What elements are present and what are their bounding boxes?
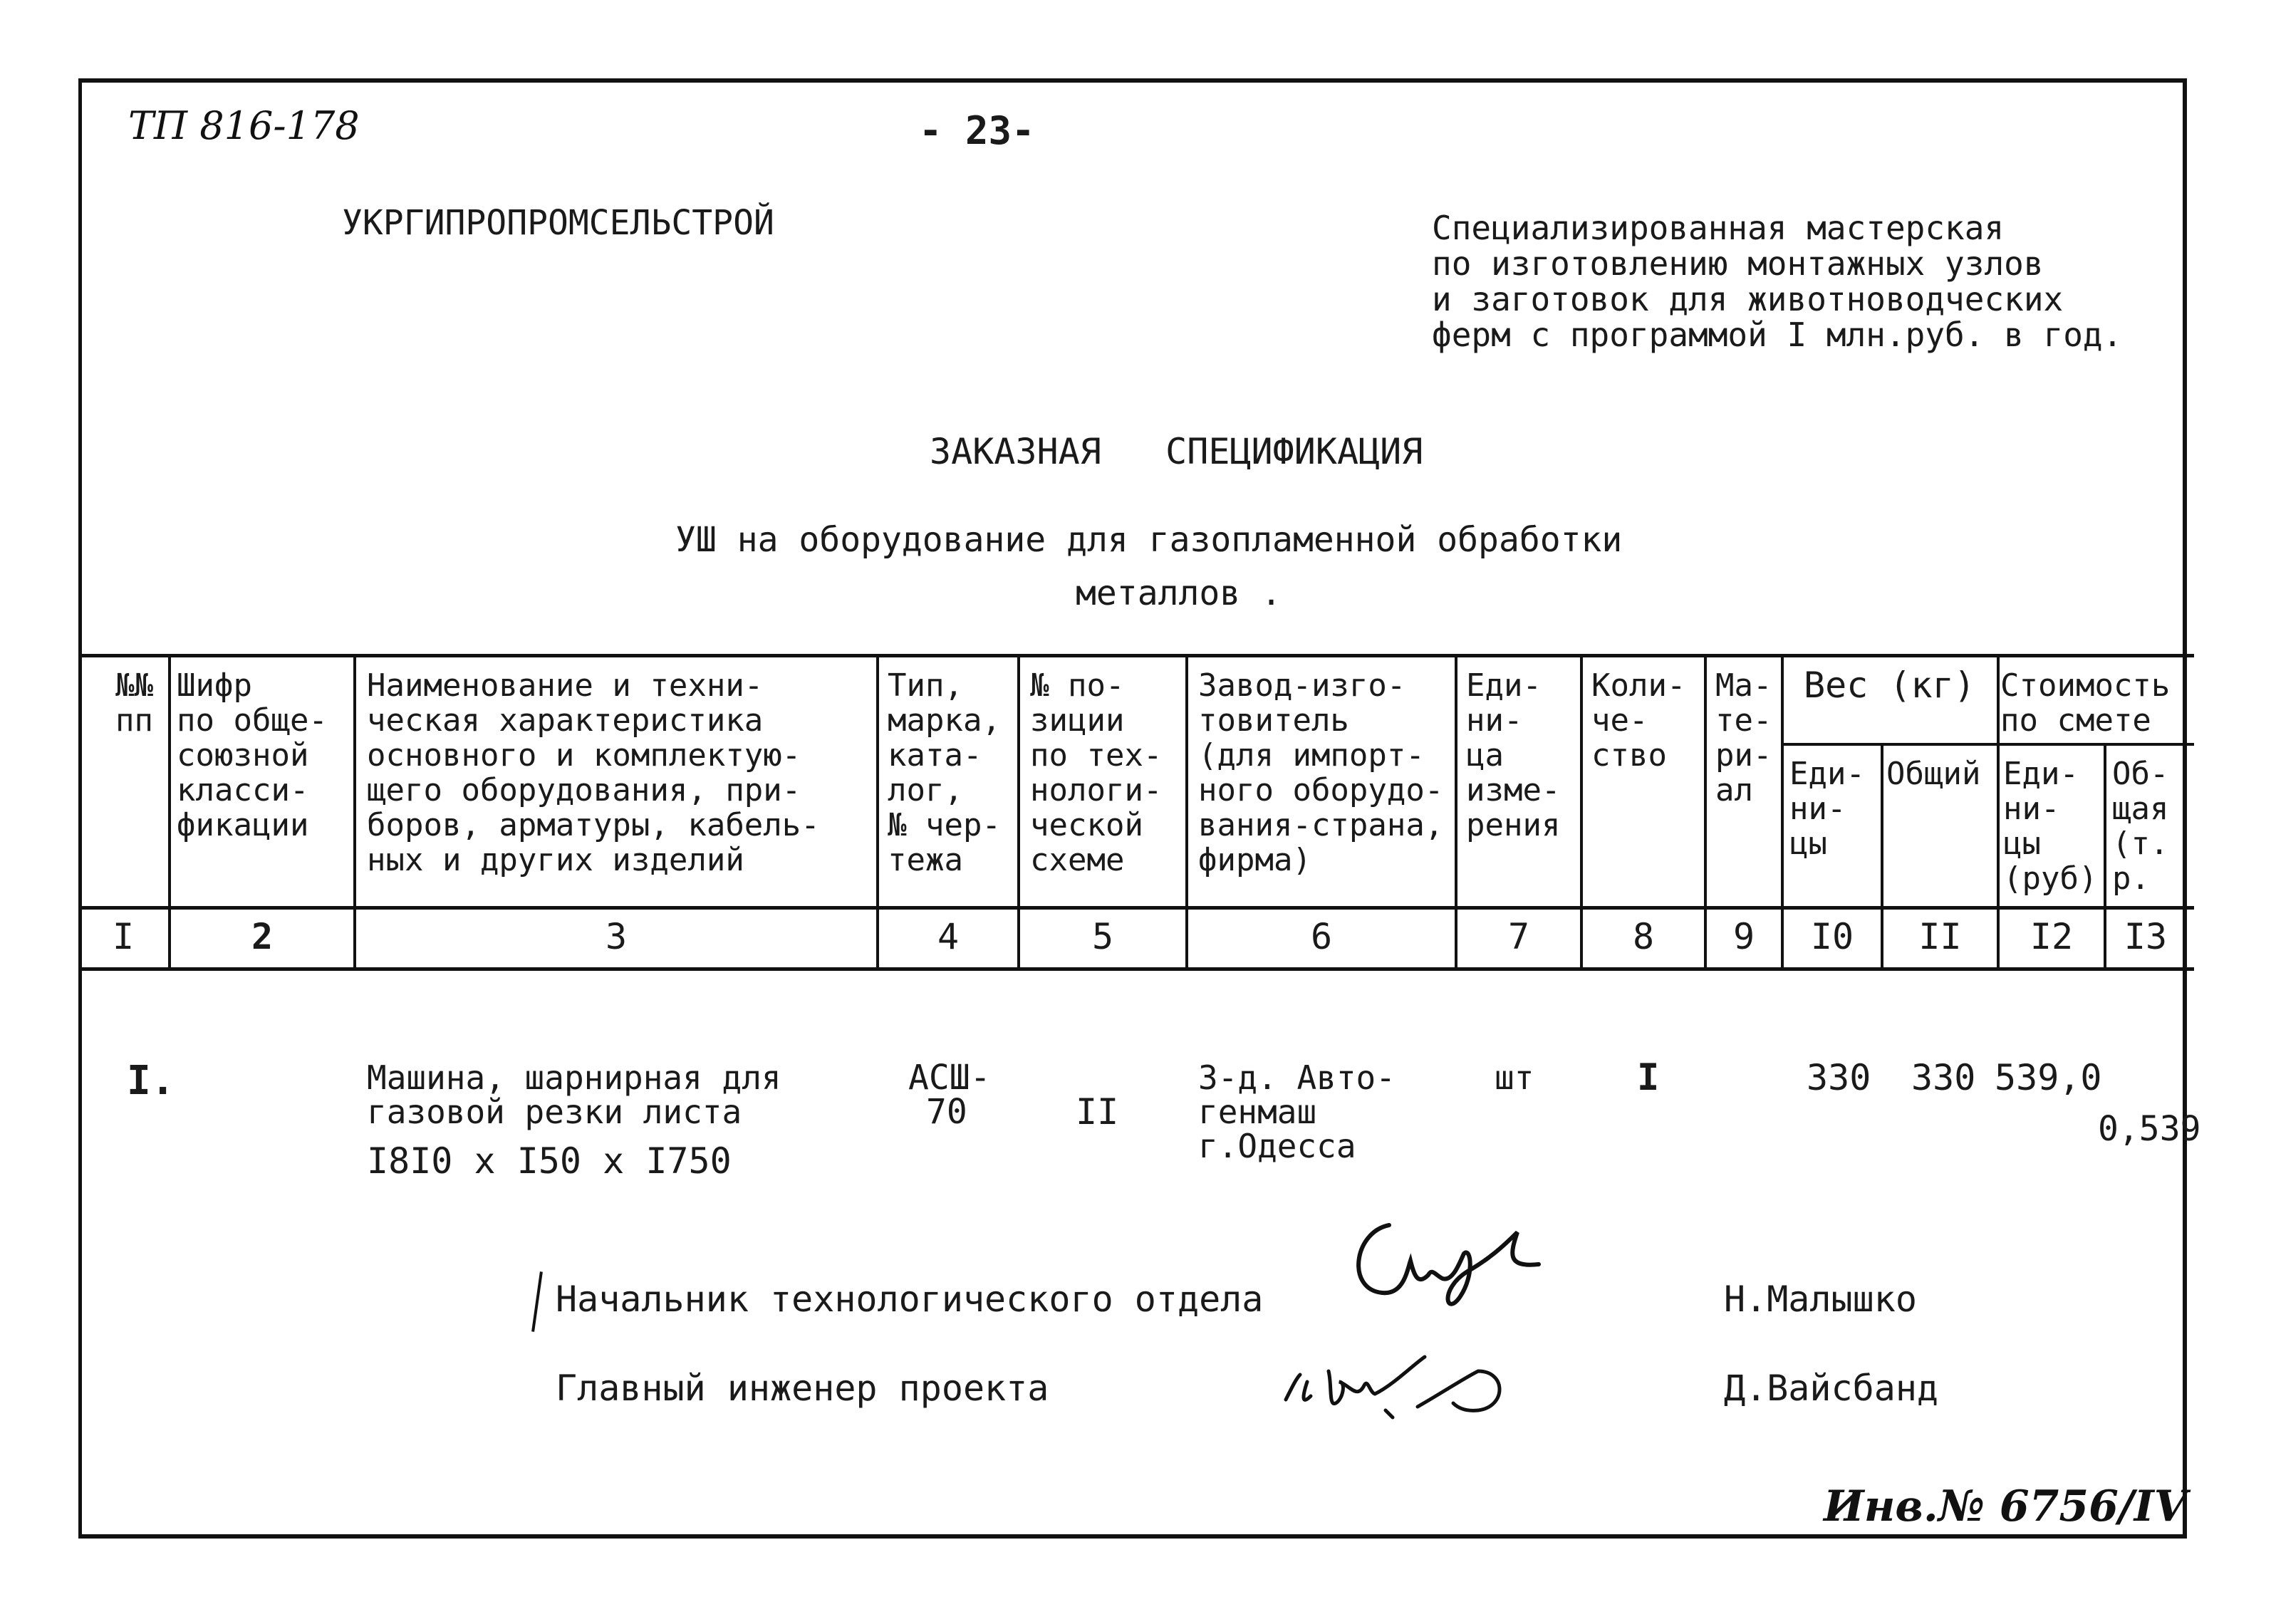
item-weight-unit: 330 — [1807, 1057, 1871, 1098]
project-description — [1432, 210, 2122, 353]
item-dimensions: I8I0 x I50 x I750 — [367, 1140, 732, 1182]
item-cost-total: 0,539 — [2098, 1109, 2201, 1149]
col-number: 4 — [937, 916, 960, 957]
header-unit: Еди- ни- ца изме- рения — [1466, 667, 1561, 843]
project-line: по изготовлению монтажных узлов — [1432, 244, 2044, 283]
header-cost-unit: Еди- ни- цы (руб) — [2003, 756, 2098, 897]
col-number: 3 — [605, 916, 628, 957]
col-number: 9 — [1732, 916, 1755, 957]
header-code: Шифр по обще- союзной класси- фикации — [177, 667, 328, 843]
col-number: I0 — [1810, 916, 1854, 957]
header-weight-group: Вес (кг) — [1804, 665, 1975, 706]
manufacturer-line2: генмаш — [1198, 1093, 1317, 1131]
header-cost-group: Стоимость по смете — [2000, 667, 2171, 739]
col-number: 5 — [1091, 916, 1114, 957]
item-type-line2: 70 — [926, 1092, 967, 1132]
table-header-rule — [78, 906, 2194, 910]
col-number: 6 — [1310, 916, 1333, 957]
manufacturer-line1: З-д. Авто- — [1198, 1058, 1396, 1097]
spec-subtitle-line2: металлов . — [1076, 573, 1282, 613]
spec-title: ЗАКАЗНАЯ СПЕЦИФИКАЦИЯ — [930, 431, 1423, 472]
page-number: - 23- — [919, 108, 1035, 153]
item-name-line2: газовой резки листа — [367, 1093, 742, 1131]
header-name: Наименование и техни- ческая характеристика основного и комплектую- щего оборудования, при- боров, арматуры, кабель- ных и других изделий — [367, 667, 820, 878]
header-weight-total: Общий — [1886, 756, 1981, 792]
row-position: I. — [127, 1058, 175, 1104]
signature-2 — [1279, 1343, 1514, 1431]
header-weight-unit: Еди- ни- цы — [1789, 756, 1865, 862]
col-number: I3 — [2124, 916, 2168, 957]
col-number: 2 — [251, 916, 274, 957]
table-top-rule — [78, 654, 2194, 657]
item-scheme-position: II — [1076, 1091, 1119, 1133]
inventory-stamp: Инв.№ 6756/IV — [1824, 1482, 2188, 1531]
col-number: 8 — [1632, 916, 1655, 957]
item-cost-unit: 539,0 — [1995, 1057, 2102, 1098]
signatory-name-1: Н.Малышко — [1724, 1279, 1917, 1320]
header-quantity: Коли- че- ство — [1591, 667, 1686, 774]
header-cost-total: Об- щая (т. р. — [2112, 756, 2169, 897]
col-number: I2 — [2030, 916, 2074, 957]
header-type: Тип, марка, ката- лог, № чер- тежа — [888, 667, 1001, 878]
table-numbers-rule — [78, 967, 2194, 971]
col-number: 7 — [1507, 916, 1530, 957]
col-number: II — [1918, 916, 1962, 957]
header-manufacturer: Завод-изго- товитель (для импорт- ного оборудо- вания-страна, фирма) — [1198, 667, 1444, 878]
item-unit: шт — [1495, 1058, 1534, 1097]
signatory-role-2: Главный инженер проекта — [556, 1368, 1049, 1409]
item-name-line1: Машина, шарнирная для — [367, 1058, 781, 1097]
project-line: Специализированная мастерская — [1432, 209, 2005, 247]
header-scheme-pos: № по- зиции по тех- нологи- ческой схеме — [1030, 667, 1163, 878]
group-header-rule — [1781, 743, 2194, 746]
manufacturer-line3: г.Одесса — [1198, 1127, 1356, 1165]
header-num: №№ пп — [115, 667, 153, 739]
organization-name: УКРГИПРОПРОМСЕЛЬСТРОЙ — [342, 203, 774, 243]
project-line: и заготовок для животноводческих — [1432, 280, 2064, 318]
signatory-role-1: Начальник технологического отдела — [556, 1279, 1264, 1320]
spec-subtitle-line1: УШ на оборудование для газопламенной обработки — [675, 520, 1623, 560]
item-weight-total: 330 — [1911, 1057, 1976, 1098]
doc-code: ТП 816-178 — [128, 103, 360, 148]
signatory-name-2: Д.Вайсбанд — [1724, 1368, 1939, 1409]
col-number: I — [112, 916, 135, 957]
item-quantity: I — [1637, 1056, 1660, 1099]
project-line: ферм с программой I млн.руб. в год. — [1432, 316, 2123, 354]
header-material: Ма- те- ри- ал — [1715, 667, 1772, 808]
signature-1 — [1339, 1204, 1553, 1328]
item-type-line1: АСШ- — [908, 1058, 991, 1098]
